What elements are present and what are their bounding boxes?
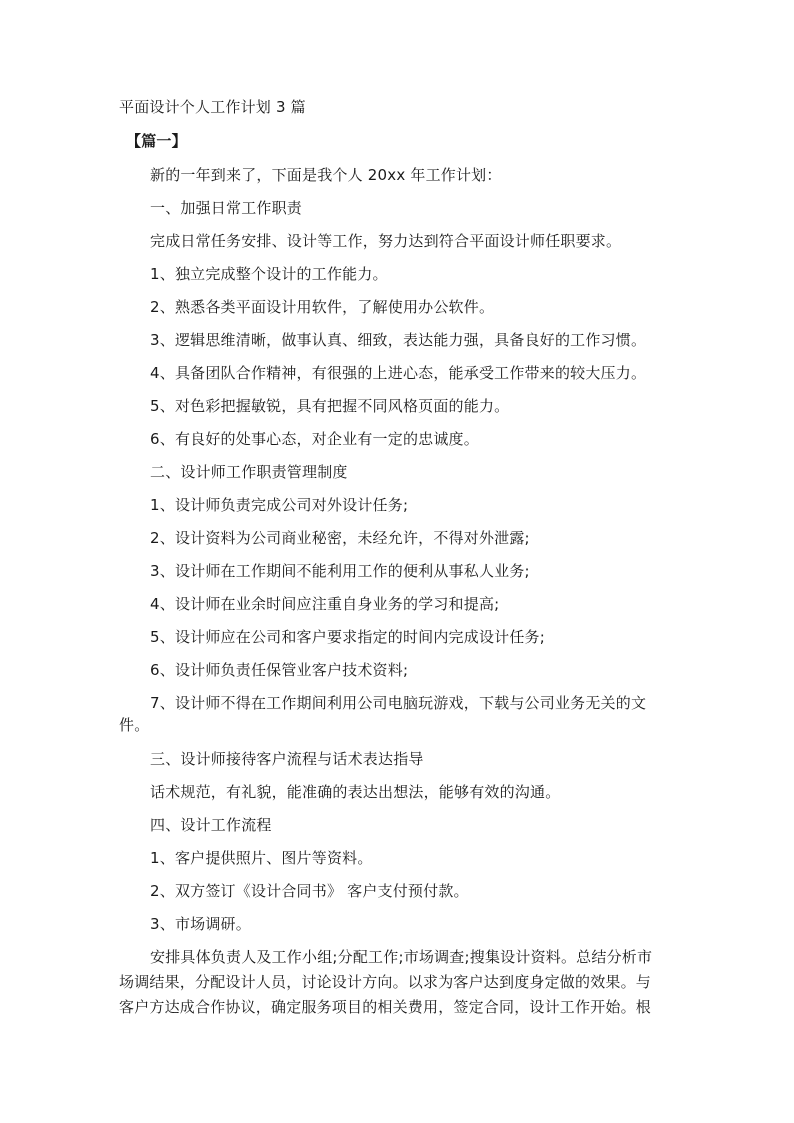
section-label: 【篇一】 bbox=[126, 132, 187, 150]
paragraph-continuation: 客户方达成合作协议，确定服务项目的相关费用，签定合同，设计工作开始。根 bbox=[119, 998, 652, 1016]
paragraph: 完成日常任务安排、设计等工作，努力达到符合平面设计师任职要求。 bbox=[150, 232, 622, 250]
list-item: 2、设计资料为公司商业秘密，未经允许，不得对外泄露; bbox=[150, 529, 530, 547]
heading-section-1: 一、加强日常工作职责 bbox=[150, 199, 303, 217]
heading-section-2: 二、设计师工作职责管理制度 bbox=[150, 463, 348, 481]
paragraph: 话术规范，有礼貌，能准确的表达出想法，能够有效的沟通。 bbox=[150, 783, 561, 801]
heading-section-3: 三、设计师接待客户流程与话术表达指导 bbox=[150, 750, 424, 768]
list-item: 3、逻辑思维清晰，做事认真、细致，表达能力强，具备良好的工作习惯。 bbox=[150, 331, 647, 349]
list-item: 3、设计师在工作期间不能利用工作的便利从事私人业务; bbox=[150, 562, 530, 580]
list-item: 5、设计师应在公司和客户要求指定的时间内完成设计任务; bbox=[150, 628, 545, 646]
list-item: 6、设计师负责任保管业客户技术资料; bbox=[150, 661, 409, 679]
paragraph-continuation: 场调结果，分配设计人员，讨论设计方向。以求为客户达到度身定做的效果。与 bbox=[119, 973, 652, 991]
list-item: 4、设计师在业余时间应注重自身业务的学习和提高; bbox=[150, 595, 500, 613]
list-item: 1、客户提供照片、图片等资料。 bbox=[150, 849, 373, 867]
list-item: 2、双方签订《设计合同书》 客户支付预付款。 bbox=[150, 882, 469, 900]
document-title: 平面设计个人工作计划 3 篇 bbox=[119, 98, 306, 116]
paragraph-intro: 新的一年到来了，下面是我个人 20xx 年工作计划： bbox=[150, 166, 502, 184]
paragraph: 安排具体负责人及工作小组;分配工作;市场调查;搜集设计资料。总结分析市 bbox=[150, 948, 653, 966]
list-item: 3、市场调研。 bbox=[150, 915, 251, 933]
list-item: 1、独立完成整个设计的工作能力。 bbox=[150, 265, 388, 283]
list-item: 2、熟悉各类平面设计用软件，了解使用办公软件。 bbox=[150, 298, 495, 316]
list-item: 1、设计师负责完成公司对外设计任务; bbox=[150, 496, 409, 514]
list-item: 4、具备团队合作精神，有很强的上进心态，能承受工作带来的较大压力。 bbox=[150, 364, 647, 382]
list-item: 6、有良好的处事心态，对企业有一定的忠诚度。 bbox=[150, 430, 479, 448]
list-item-continuation: 件。 bbox=[119, 716, 150, 734]
list-item: 5、对色彩把握敏锐，具有把握不同风格页面的能力。 bbox=[150, 397, 510, 415]
heading-section-4: 四、设计工作流程 bbox=[150, 816, 272, 834]
list-item: 7、设计师不得在工作期间利用公司电脑玩游戏，下载与公司业务无关的文 bbox=[150, 694, 647, 712]
